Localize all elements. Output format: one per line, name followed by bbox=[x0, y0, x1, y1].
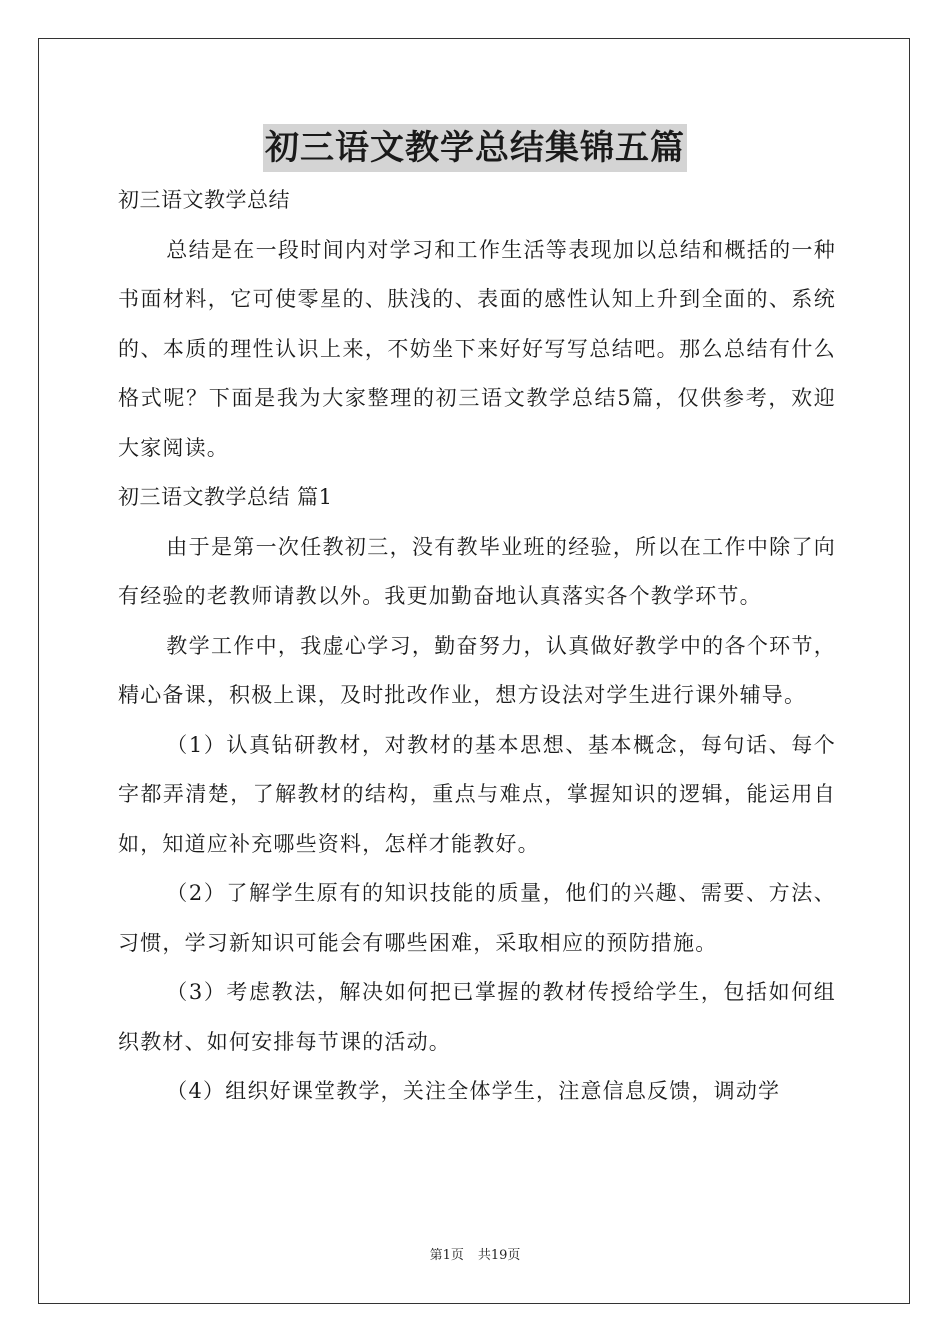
body-paragraph: 由于是第一次任教初三，没有教毕业班的经验，所以在工作中除了向有经验的老教师请教以外。我更加勤奋地认真落实各个教学环节。 bbox=[118, 534, 836, 608]
list-paragraph: （4）组织好课堂教学，关注全体学生，注意信息反馈，调动学 bbox=[166, 1079, 781, 1103]
section-heading: 初三语文教学总结 篇1 bbox=[118, 485, 333, 509]
document-body bbox=[118, 176, 836, 1117]
list-paragraph: （1）认真钻研教材，对教材的基本思想、基本概念，每句话、每个字都弄清楚，了解教材的结构，重点与难点，掌握知识的逻辑，能运用自如，知道应补充哪些资料，怎样才能教好。 bbox=[118, 732, 836, 856]
intro-paragraph: 总结是在一段时间内对学习和工作生活等表现加以总结和概括的一种书面材料，它可使零星的、肤浅的、表面的感性认知上升到全面的、系统的、本质的理性认识上来，不妨坐下来好好写写总结吧。那么总结有什么格式呢？下面是我为大家整理的初三语文教学总结5篇，仅供参考，欢迎大家阅读。 bbox=[118, 237, 836, 460]
page-number: 第1页 bbox=[429, 1248, 464, 1263]
title-wrap bbox=[0, 124, 950, 172]
body-paragraph: 教学工作中，我虚心学习，勤奋努力，认真做好教学中的各个环节，精心备课，积极上课，及时批改作业，想方设法对学生进行课外辅导。 bbox=[118, 633, 836, 707]
list-paragraph: （2）了解学生原有的知识技能的质量，他们的兴趣、需要、方法、习惯，学习新知识可能会有哪些困难，采取相应的预防措施。 bbox=[118, 881, 836, 955]
page-total: 共19页 bbox=[477, 1248, 521, 1263]
document-title: 初三语文教学总结集锦五篇 bbox=[263, 124, 687, 172]
list-paragraph: （3）考虑教法，解决如何把已掌握的教材传授给学生，包括如何组织教材、如何安排每节课的活动。 bbox=[118, 980, 836, 1054]
page-footer bbox=[0, 1246, 950, 1266]
section-heading: 初三语文教学总结 bbox=[118, 188, 290, 212]
